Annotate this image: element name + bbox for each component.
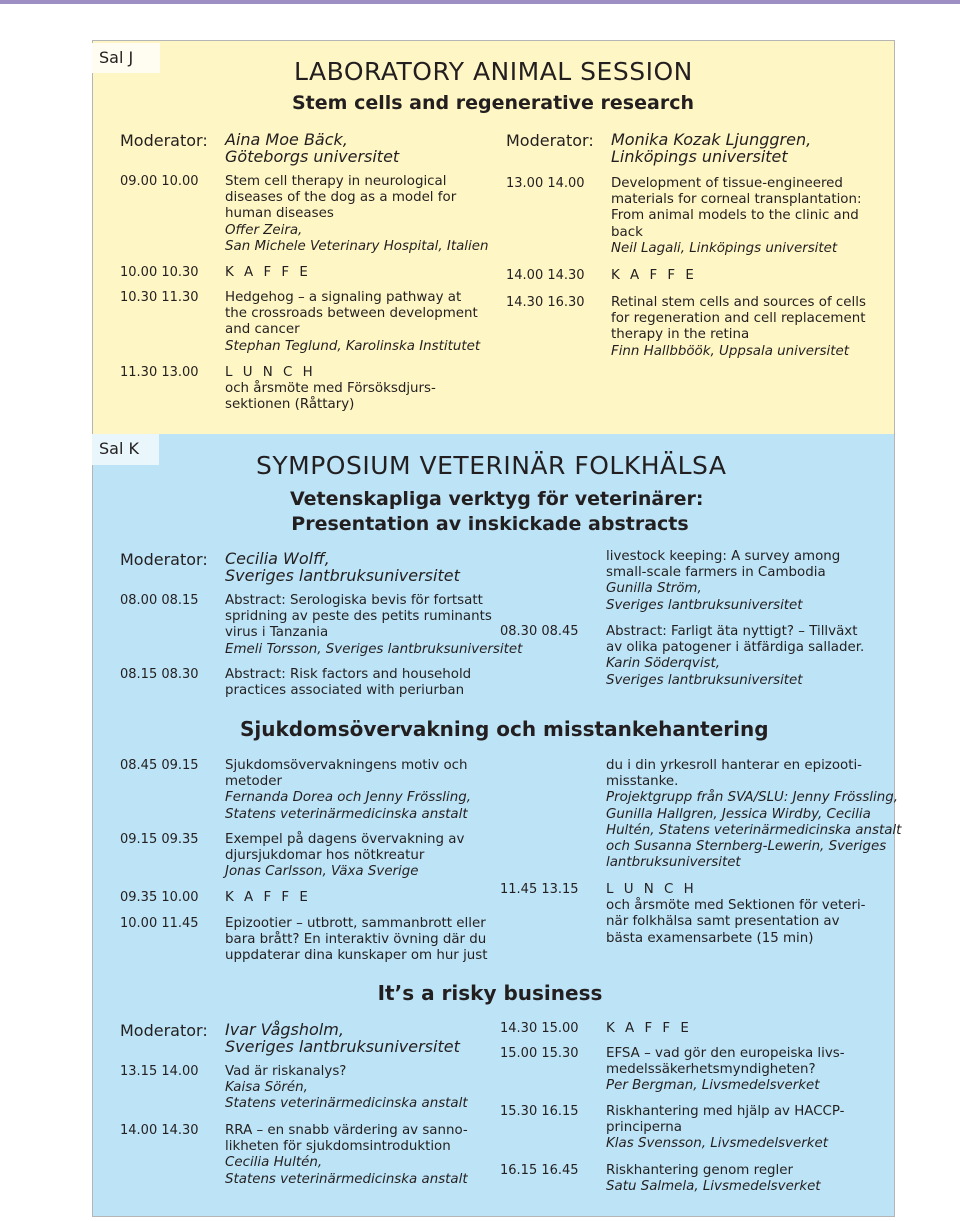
session-entry: Epizootier – utbrott, sammanbrott eller bara brått? En interaktiv övning där du uppdaterar dina kunskaper om hur just [225, 916, 488, 964]
section-heading: It’s a risky business [377, 981, 603, 1005]
sal-j-title: LABORATORY ANIMAL SESSION [294, 57, 693, 86]
session-time: 14.00 14.30 [506, 268, 585, 283]
session-time: 08.30 08.45 [500, 624, 579, 639]
session-time: 08.00 08.15 [120, 593, 199, 608]
session-entry: Development of tissue-engineered materials for corneal transplantation: From animal models to the clinic and back Neil Lagali, Linköpings universitet [611, 176, 862, 256]
session-time: 13.00 14.00 [506, 176, 585, 191]
session-time: 09.15 09.35 [120, 832, 199, 847]
coffee-break: K A F F E [606, 1021, 692, 1036]
lunch-entry: L U N C H och årsmöte med Försöksdjurs- sektionen (Råttary) [225, 365, 436, 413]
lunch-entry: L U N C H och årsmöte med Sektionen för veteri- när folkhälsa samt presentation av bästa examensarbete (15 min) [606, 882, 866, 946]
moderator-label: Moderator: [506, 131, 594, 150]
moderator-name: Ivar Vågsholm, Sveriges lantbruksuniversitet [225, 1020, 460, 1056]
moderator-name: Aina Moe Bäck, Göteborgs universitet [225, 130, 400, 166]
session-time: 14.30 16.30 [506, 295, 585, 310]
session-entry: Stem cell therapy in neurological diseases of the dog as a model for human diseases Offer Zeira, San Michele Veterinary Hospital, Italien [225, 174, 489, 254]
session-time: 14.30 15.00 [500, 1021, 579, 1036]
session-time: 11.45 13.15 [500, 882, 579, 897]
session-time: 15.00 15.30 [500, 1046, 579, 1061]
session-entry: Sjukdomsövervakningens motiv och metoder Fernanda Dorea och Jenny Frössling, Statens veterinärmedicinska anstalt [225, 758, 471, 822]
session-entry: Retinal stem cells and sources of cells for regeneration and cell replacement therapy in the retina Finn Hallbböök, Uppsala universitet [611, 295, 866, 359]
session-time: 13.15 14.00 [120, 1064, 199, 1079]
sal-j-label: Sal J [92, 43, 160, 73]
sal-k-title: SYMPOSIUM VETERINÄR FOLKHÄLSA [256, 451, 727, 480]
session-entry-continued: du i din yrkesroll hanterar en epizooti- misstanke. Projektgrupp från SVA/SLU: Jenny Frössling, Gunilla Hallgren, Jessica Wirdby, Cecilia Hultén, Statens veterinärmedicinska anstalt och Susanna Sternberg-Lewerin, Sveriges lantbruksuniversitet [606, 758, 902, 871]
moderator-label: Moderator: [120, 550, 208, 569]
moderator-name: Cecilia Wolff, Sveriges lantbruksuniversitet [225, 549, 460, 585]
session-time: 14.00 14.30 [120, 1123, 199, 1138]
session-time: 09.35 10.00 [120, 890, 199, 905]
session-time: 08.45 09.15 [120, 758, 199, 773]
session-time: 11.30 13.00 [120, 365, 199, 380]
session-entry: Riskhantering genom regler Satu Salmela, Livsmedelsverket [606, 1163, 821, 1195]
sal-j-subtitle: Stem cells and regenerative research [292, 92, 694, 114]
coffee-break: K A F F E [225, 265, 311, 280]
session-time: 10.00 11.45 [120, 916, 199, 931]
session-time: 16.15 16.45 [500, 1163, 579, 1178]
session-time: 09.00 10.00 [120, 174, 199, 189]
session-entry-continued: livestock keeping: A survey among small-scale farmers in Cambodia Gunilla Ström, Sveriges lantbruksuniversitet [606, 549, 841, 613]
session-entry: Abstract: Risk factors and household practices associated with periurban [225, 667, 472, 699]
session-entry: Vad är riskanalys? Kaisa Sörén, Statens veterinärmedicinska anstalt [225, 1064, 468, 1112]
session-time: 10.00 10.30 [120, 265, 199, 280]
session-entry: Hedgehog – a signaling pathway at the crossroads between development and cancer Stephan Teglund, Karolinska Institutet [225, 290, 481, 354]
session-entry: Abstract: Serologiska bevis för fortsatt spridning av peste des petits ruminants virus i Tanzania Emeli Torsson, Sveriges lantbruksuniversitet [225, 593, 523, 657]
session-time: 10.30 11.30 [120, 290, 199, 305]
section-heading: Sjukdomsövervakning och misstankehantering [240, 717, 769, 741]
sal-k-label: Sal K [92, 434, 159, 465]
coffee-break: K A F F E [225, 890, 311, 905]
moderator-name: Monika Kozak Ljunggren, Linköpings universitet [611, 130, 812, 166]
session-entry: Riskhantering med hjälp av HACCP- principerna Klas Svensson, Livsmedelsverket [606, 1104, 845, 1152]
session-entry: RRA – en snabb värdering av sanno- likheten för sjukdomsintroduktion Cecilia Hultén, Statens veterinärmedicinska anstalt [225, 1123, 468, 1187]
moderator-label: Moderator: [120, 131, 208, 150]
coffee-break: K A F F E [611, 268, 697, 283]
top-accent-bar [0, 0, 960, 4]
moderator-label: Moderator: [120, 1021, 208, 1040]
session-entry: Abstract: Farligt äta nyttigt? – Tillväxt av olika patogener i ätfärdiga sallader. Karin Söderqvist, Sveriges lantbruksuniversitet [606, 624, 865, 688]
session-entry: EFSA – vad gör den europeiska livs- medelssäkerhetsmyndigheten? Per Bergman, Livsmedelsverket [606, 1046, 845, 1094]
session-entry: Exempel på dagens övervakning av djursjukdomar hos nötkreatur Jonas Carlsson, Växa Sverige [225, 832, 465, 880]
session-time: 15.30 16.15 [500, 1104, 579, 1119]
session-time: 08.15 08.30 [120, 667, 199, 682]
sal-k-subtitle: Vetenskapliga verktyg för veterinärer: Presentation av inskickade abstracts [290, 488, 704, 535]
